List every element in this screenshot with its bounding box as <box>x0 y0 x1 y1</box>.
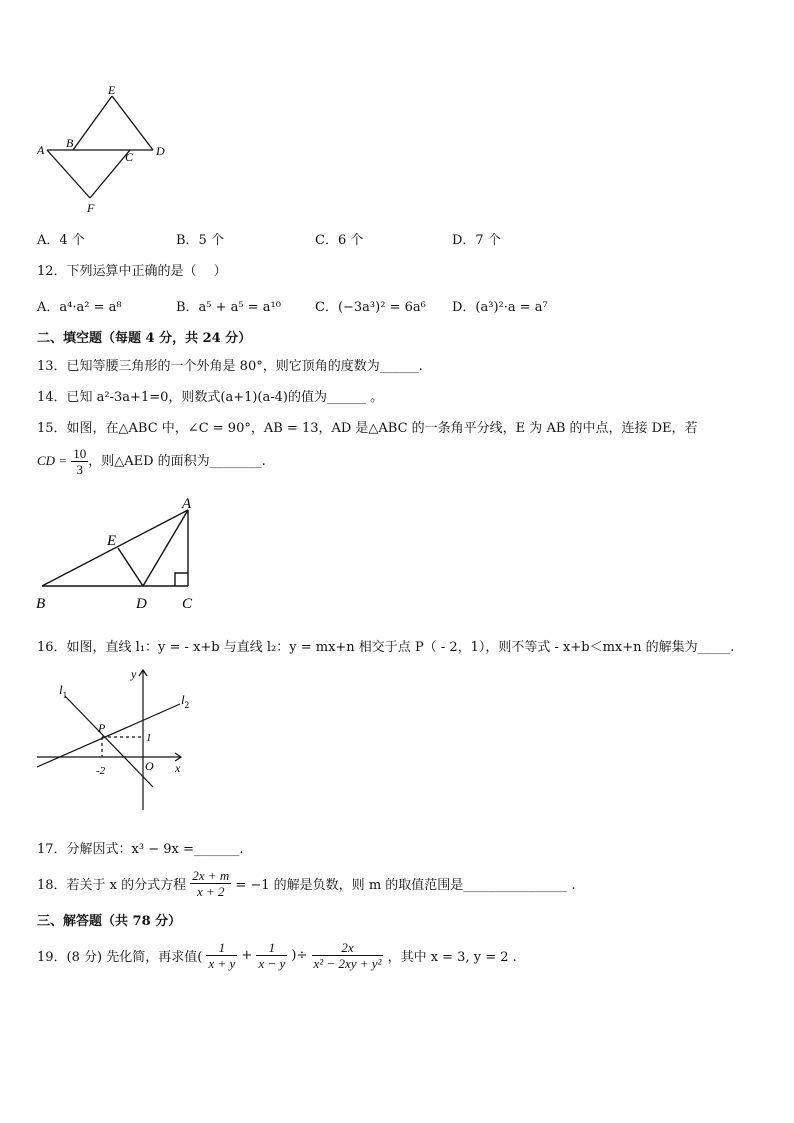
section-heading-solutions: 三、解答题（共 78 分） <box>37 914 182 929</box>
label-A: A <box>182 496 192 512</box>
q19-div: )÷ <box>291 948 308 963</box>
fraction-10-3 <box>71 446 88 477</box>
figure-q16 <box>35 662 205 817</box>
q11-option-d: D．7 个 <box>452 233 501 248</box>
label-D: D <box>136 596 147 612</box>
q19-frac-2 <box>256 940 287 971</box>
q19-f3-num: 2x <box>312 940 384 956</box>
q19-f2-den: x − y <box>258 956 286 971</box>
q12-option-c: C．(−3a³)² = 6a⁶ <box>315 300 426 315</box>
q19-f2-num: 1 <box>256 940 287 956</box>
label-C: C <box>125 150 134 164</box>
q19-f1-den: x + y <box>208 956 236 971</box>
question-16: 16．如图，直线 l₁：y = - x+b 与直线 l₂：y = mx+n 相交于点 P（ - 2，1），则不等式 - x+b＜mx+n 的解集为_____. <box>37 640 735 655</box>
label-x: x <box>175 761 181 775</box>
q12-option-d: D．(a³)²·a = a⁷ <box>452 300 548 315</box>
q19-pre: 19．(8 分) 先化简，再求值( <box>37 950 203 965</box>
question-17: 17．分解因式：x³ − 9x =_______. <box>37 842 244 857</box>
q12-option-b: B．a⁵ + a⁵ = a¹⁰ <box>176 300 281 315</box>
q19-frac-1 <box>206 940 237 971</box>
q18-den: x + 2 <box>196 884 225 899</box>
label-1: 1 <box>146 732 152 744</box>
label-F: F <box>87 201 95 215</box>
figure-q15 <box>30 492 210 617</box>
label-D: D <box>156 144 165 158</box>
q19-f1-num: 1 <box>206 940 237 956</box>
label-C: C <box>182 596 193 612</box>
q19-f3-den: x² − 2xy + y² <box>313 956 382 971</box>
q19-post: ，其中 x = 3, y = 2 . <box>387 950 517 965</box>
label-P: P <box>98 721 106 735</box>
frac-num: 10 <box>73 446 87 461</box>
label-y: y <box>131 667 137 681</box>
question-19 <box>37 940 517 971</box>
label-minus2: -2 <box>96 765 106 777</box>
label-E: E <box>108 83 116 97</box>
label-l1: $l_1$ <box>59 682 68 700</box>
q11-option-c: C．6 个 <box>315 233 364 248</box>
q18-pre: 18．若关于 x 的分式方程 <box>37 878 187 893</box>
label-A: A <box>37 143 45 157</box>
question-15-line2 <box>37 446 266 477</box>
label-E: E <box>107 533 117 549</box>
q15-tail: ，则△AED 的面积为________. <box>88 454 266 469</box>
question-18 <box>37 868 576 899</box>
label-B: B <box>66 136 74 150</box>
q11-option-b: B．5 个 <box>176 233 224 248</box>
q18-post: = −1 的解是负数，则 m 的取值范围是________________ . <box>235 878 576 893</box>
q19-frac-3 <box>312 940 384 971</box>
question-14: 14．已知 a²-3a+1=0，则数式(a+1)(a-4)的值为______ 。 <box>37 390 384 405</box>
q12-option-a: A．a⁴·a² = a⁸ <box>37 300 122 315</box>
cd-label: CD = <box>37 453 68 468</box>
q18-fraction <box>190 868 231 899</box>
section-heading-fill-in: 二、填空题（每题 4 分，共 24 分） <box>37 331 252 346</box>
label-O: O <box>145 759 154 773</box>
q18-num: 2x + m <box>192 868 230 883</box>
q12-stem: 12．下列运算中正确的是（ ） <box>37 264 227 279</box>
q11-option-a: A．4 个 <box>37 233 85 248</box>
label-B: B <box>36 596 46 612</box>
question-13: 13．已知等腰三角形的一个外角是 80°，则它顶角的度数为______. <box>37 359 423 374</box>
label-l2: $l_2$ <box>181 692 190 710</box>
question-15-line1: 15．如图，在△ABC 中，∠C = 90°，AB = 13，AD 是△ABC 的一条角平分线，E 为 AB 的中点，连接 DE，若 <box>37 421 698 436</box>
figure-q11 <box>35 82 175 217</box>
q19-plus: + <box>241 948 253 963</box>
frac-den: 3 <box>76 462 83 477</box>
